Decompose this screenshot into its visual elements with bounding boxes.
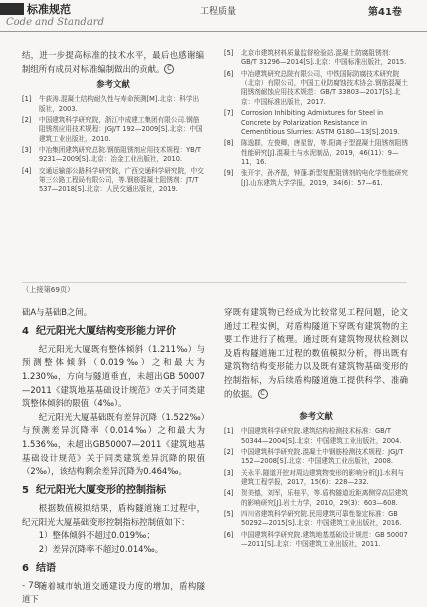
page-number: - 78 -	[22, 581, 46, 591]
reference-item	[22, 167, 204, 195]
column-subtitle: Code and Standard	[6, 17, 104, 28]
reference-item	[22, 146, 204, 165]
reference-number: [1]	[224, 427, 234, 436]
page-header	[0, 0, 427, 34]
reference-item	[224, 448, 408, 467]
reference-number: [9]	[224, 169, 234, 178]
reference-item	[224, 70, 408, 107]
references-title: 参考文献	[96, 79, 130, 90]
paragraph: 础A与基础B之间。	[22, 307, 93, 317]
paragraph: 随着城市轨道交通建设力度的增加，盾构隧道下	[22, 580, 205, 605]
header-divider	[0, 31, 427, 32]
reference-number: [4]	[22, 166, 32, 175]
reference-number: [6]	[224, 69, 234, 78]
continued-note: （上接第69页）	[22, 285, 75, 294]
closing-paragraph: 结，进一步提高标准的技术水平，最后也感谢编制组所有成员对标准编制做出的贡献。 C	[22, 50, 204, 74]
reference-number: [7]	[224, 109, 234, 118]
bottom-left-column	[22, 306, 205, 607]
reference-item	[224, 510, 408, 529]
reference-text: Corrosion Inhibiting Admixtures for Steel in Concrete by Polarization Resistance in Cementitious Slurries: ASTM G180—13[S].2019.	[241, 109, 400, 136]
reference-text: 关永平.隧道开挖对周边建筑物变形的影响分析[J].水利与建筑工程学报，2017，15(6)：228—232.	[241, 468, 404, 486]
section-heading: 4 纪元阳光大厦结构变形能力评价	[22, 325, 176, 337]
reference-number: [5]	[224, 49, 234, 57]
reference-item	[224, 169, 408, 188]
reference-list	[224, 49, 408, 188]
section-heading: 6 结语	[22, 562, 56, 574]
reference-text: 四川省建筑科学研究院.民用建筑可靠性鉴定标准：GB 50292—2015[S].北京：中国建筑工业出版社，2016.	[241, 510, 402, 528]
references-title: 参考文献	[299, 411, 333, 422]
reference-number: [3]	[22, 145, 32, 154]
reference-item	[224, 109, 408, 137]
reference-number: [8]	[224, 139, 234, 148]
top-right-column	[224, 49, 408, 190]
paragraph: 根据数值模拟结果，盾构隧道施工过程中，纪元阳光大厦基础变形控制指标控制值如下：	[22, 503, 205, 527]
reference-number: [2]	[224, 447, 234, 456]
section-heading: 5 纪元阳光大厦变形的控制指标	[22, 484, 166, 496]
reference-text: 交通运输部公路科学研究院，广西交通科学研究院，中交第三公路工程局有限公司，等.钢筋混凝土阻锈剂：JT/T 537—2018[S].北京：人民交通出版社，2019.	[39, 166, 204, 194]
column-logo-block	[0, 3, 24, 15]
reference-item	[22, 116, 204, 144]
c-mark-icon: C	[164, 64, 174, 74]
reference-list	[224, 427, 408, 549]
reference-text: 张开宇，孙齐磊，钟蓬.新型复配阻锈剂的电化学性能研究[J].山东建筑大学学报，2019，34(6)：57—61.	[241, 169, 408, 187]
reference-item	[224, 49, 408, 68]
paragraph: 纪元阳光大厦基础既有差异沉降（1.522‰）与预测差异沉降率（0.014‰）之和最大为1.536‰，未超出GB50007—2011《建筑地基基础设计规范》关于同类建筑差异沉降的限值（2‰），该结构剩余差异沉降为0.464‰。	[22, 411, 205, 477]
reference-item	[224, 139, 408, 167]
column-title: 标准规范	[27, 3, 71, 16]
reference-text: 牛荻涛.混凝土结构耐久性与寿命预测[M].北京：科学出版社，2003.	[39, 95, 200, 113]
list-item: 1）整体倾斜不超过0.019‰；	[38, 530, 155, 541]
reference-item	[224, 531, 408, 550]
reference-text: 贺美德，刘军，乐桂平，等.盾构隧道近距离侧穿高层建筑的影响研究[J].岩土力学，2010，29(3)：603—608.	[241, 489, 408, 507]
reference-text: 北京市建筑材料质量监督检验站.混凝土防腐阻锈剂：GB/T 31296—2014[S].北京：中国标准出版社，2015.	[241, 49, 407, 67]
list-item: 2）差异沉降率不超过0.014‰。	[38, 543, 164, 554]
c-mark-icon: C	[258, 389, 268, 399]
reference-item	[224, 427, 408, 446]
reference-text: 中冶集团建筑研究总院.钢筋阻锈剂应用技术规程：YB/T 9231—2009[S].北京：冶金工业出版社，2010.	[39, 145, 201, 164]
reference-number: [3]	[224, 468, 234, 477]
reference-text: 中国建筑科学研究院.混凝土中钢筋检测技术规程：JGJ/T 152—2008[S].北京：中国建筑工业出版社，2008.	[241, 447, 404, 466]
reference-item	[224, 489, 408, 508]
reference-number: [2]	[22, 115, 32, 124]
reference-item	[224, 469, 408, 488]
reference-text: 中国建筑科学研究院.建筑结构检测技术标准：GB/T 50344—2004[S].北京：中国建筑工业出版社，2004.	[241, 427, 402, 445]
reference-text: 陈逸群，左俊卿，唐星智，等.阳离子型混凝土阻锈剂阻锈性能研究[J].混凝土与水泥制品，2019，46(11)：9—11，16.	[241, 139, 408, 166]
journal-name: 工程质量	[200, 7, 237, 17]
reference-text: 中冶建筑研究总院有限公司，中铁国际防腐技术研究院（北京）有限公司，中国工业防腐蚀技术协会.钢筋混凝土阻锈剂耐蚀应用技术规范：GB/T 33803—2017[S].北京：中国标准出版社，2017.	[241, 69, 408, 106]
conclusion-paragraph: 穿既有建筑物已经成为比较常见工程问题，论文通过工程实例，对盾构隧道下穿既有建筑物的主要工作进行了梳理。通过既有建筑物现状检测以及盾构隧道施工过程的数值模拟分析，得出既有建筑物结构变形能力以及既有建筑物基础变形的控制指标，为后续盾构隧道施工提供科学、准确的依据。 C	[224, 307, 408, 399]
reference-number: [4]	[224, 489, 234, 498]
reference-number: [5]	[224, 510, 234, 519]
reference-text: 中国建筑科学研究院，浙江中成建工集团有限公司.钢筋阻锈剂应用技术规程：JGJ/T 192—2009[S].北京：中国建筑工业出版社，2010.	[39, 115, 203, 143]
top-left-column	[22, 49, 204, 197]
reference-number: [1]	[22, 95, 32, 104]
section-separator	[22, 282, 407, 283]
bottom-right-column	[224, 306, 408, 552]
reference-list	[22, 95, 204, 195]
reference-number: [6]	[224, 530, 234, 539]
reference-text: 中国建筑科学研究院.建筑地基基础设计规范：GB 50007—2011[S].北京：中国建筑工业出版社，2011.	[241, 530, 408, 549]
reference-item	[22, 95, 204, 114]
paragraph: 纪元阳光大厦既有整体倾斜（1.211‰）与预测整体倾斜（0.019‰）之和最大为1.230‰，方向与隧道垂直，未超出GB 50007—2011《建筑地基基础设计规范》⑦关于同类建筑整体倾斜的限值（4‰）。	[22, 343, 205, 409]
volume-number: 第41卷	[368, 7, 402, 18]
